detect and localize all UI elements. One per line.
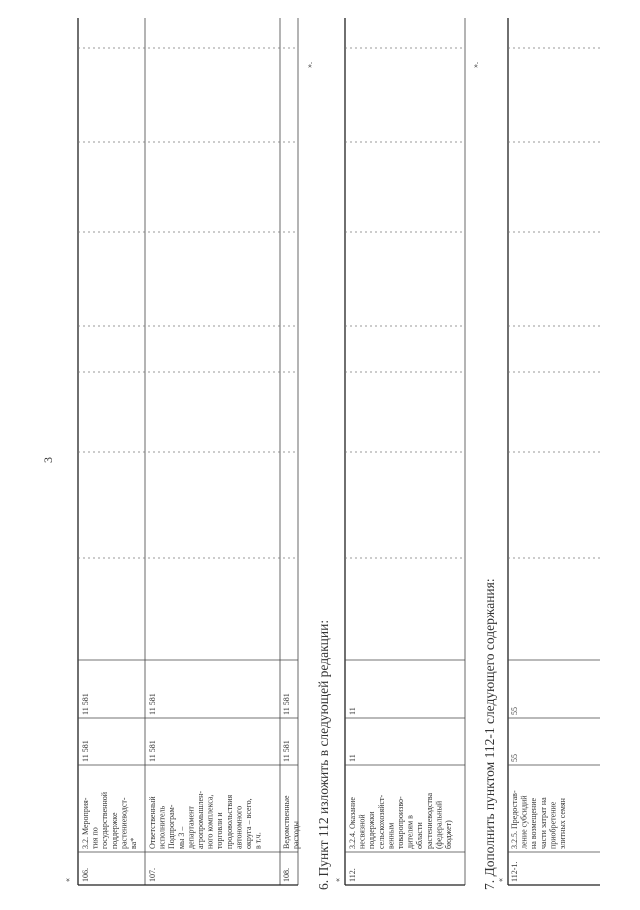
table1-row-name-line: департамент — [186, 806, 196, 849]
table1-row-value-1: 11 581 — [81, 740, 90, 762]
table3-row-name-line: приобретение — [548, 801, 558, 849]
table1-row-name-line: Ведомственные — [282, 795, 291, 849]
table1-row-name-line: ного комплекса, — [205, 794, 215, 849]
table2-row-name-line: бюджет) — [444, 820, 453, 849]
table1-row-name-line: торговли и — [215, 812, 225, 849]
table1-row-number: 107. — [148, 868, 157, 882]
table2-row-number: 112. — [348, 868, 357, 882]
quote-open-3: « — [496, 878, 505, 882]
table1-row-name-line: Подпрограм- — [167, 804, 177, 849]
table1-row-name-line: ва* — [129, 837, 138, 849]
table2-row-name-line: несвязной — [357, 814, 367, 849]
table3-row-name-line: части затрат на — [538, 797, 548, 849]
section-7-heading: 7. Дополнить пунктом 112-1 следующего содержания: — [482, 578, 497, 890]
table1-row-number: 108. — [282, 868, 291, 882]
table1-row-number: 106. — [81, 868, 90, 882]
table1-row-name-line: в т.ч. — [253, 832, 263, 849]
table2-row-name-line: поддержки — [367, 811, 377, 849]
table3-row-name-line: элитных семян — [558, 798, 567, 849]
page-number: 3 — [41, 457, 55, 463]
table2-row-value-1: 11 — [348, 754, 357, 762]
table1-row-name-line: автономного — [234, 805, 244, 849]
quote-close-2: ». — [471, 62, 480, 68]
table2-row-value-2: 11 — [348, 707, 357, 715]
table2-row-name-line: сельскохозяйст- — [376, 794, 386, 849]
table2-row-name-line: дителям в — [405, 815, 415, 849]
table1-row-name-line: поддержке — [109, 812, 119, 849]
table3-row-name-line: 3.2.5. Предостав- — [510, 790, 519, 849]
table1-row-value-1: 11 581 — [282, 740, 291, 762]
table3-row-number: 112-1. — [510, 861, 519, 882]
table1-row-name-line: тия по — [90, 827, 100, 849]
table1-row-name-line: округа – всего, — [244, 798, 253, 849]
table3-row-value-2: 55 — [510, 707, 519, 715]
table1-row-name-line: государственной — [100, 791, 110, 849]
table1-row-value-2: 11 581 — [148, 693, 157, 715]
table1-row-value-2: 11 581 — [81, 693, 90, 715]
table2-row-name-line: товаропроизво- — [396, 796, 405, 849]
table2-row-name-line: венным — [386, 822, 396, 849]
table1-row-name-line: растениеводст- — [119, 797, 129, 849]
table1-row-name-line: Ответственный — [148, 796, 157, 849]
table1-row-name-line: 3.2. Мероприя- — [81, 797, 90, 849]
table1-row-name-line: расходы — [291, 821, 301, 849]
table2-row-name-line: 3.2.4. Оказание — [348, 797, 357, 849]
table-3 — [508, 18, 600, 885]
section-6-heading: 6. Пункт 112 изложить в следующей редакции: — [316, 619, 331, 890]
table3-row-name-line: ление субсидий — [519, 795, 529, 849]
table1-row-name-line: агропромышлен- — [196, 790, 205, 849]
table1-row-name-line: мы 3 – — [176, 826, 186, 849]
table3-row-name-line: на возмещение — [529, 797, 539, 849]
table3-row-value-1: 55 — [510, 754, 519, 762]
table1-row-name-line: исполнитель — [157, 805, 167, 849]
table1-row-value-2: 11 581 — [282, 693, 291, 715]
table1-row-value-1: 11 581 — [148, 740, 157, 762]
table1-row-name-line: продовольствия — [224, 794, 234, 849]
quote-close-1: ». — [305, 62, 314, 68]
table-1 — [78, 18, 298, 885]
table2-row-name-line: области — [415, 822, 425, 849]
table-2 — [345, 18, 465, 885]
table2-row-name-line: (федеральный — [434, 800, 444, 849]
quote-open-2: « — [333, 878, 342, 882]
quote-open-1: « — [63, 878, 72, 882]
table2-row-name-line: растениеводства — [424, 792, 434, 849]
